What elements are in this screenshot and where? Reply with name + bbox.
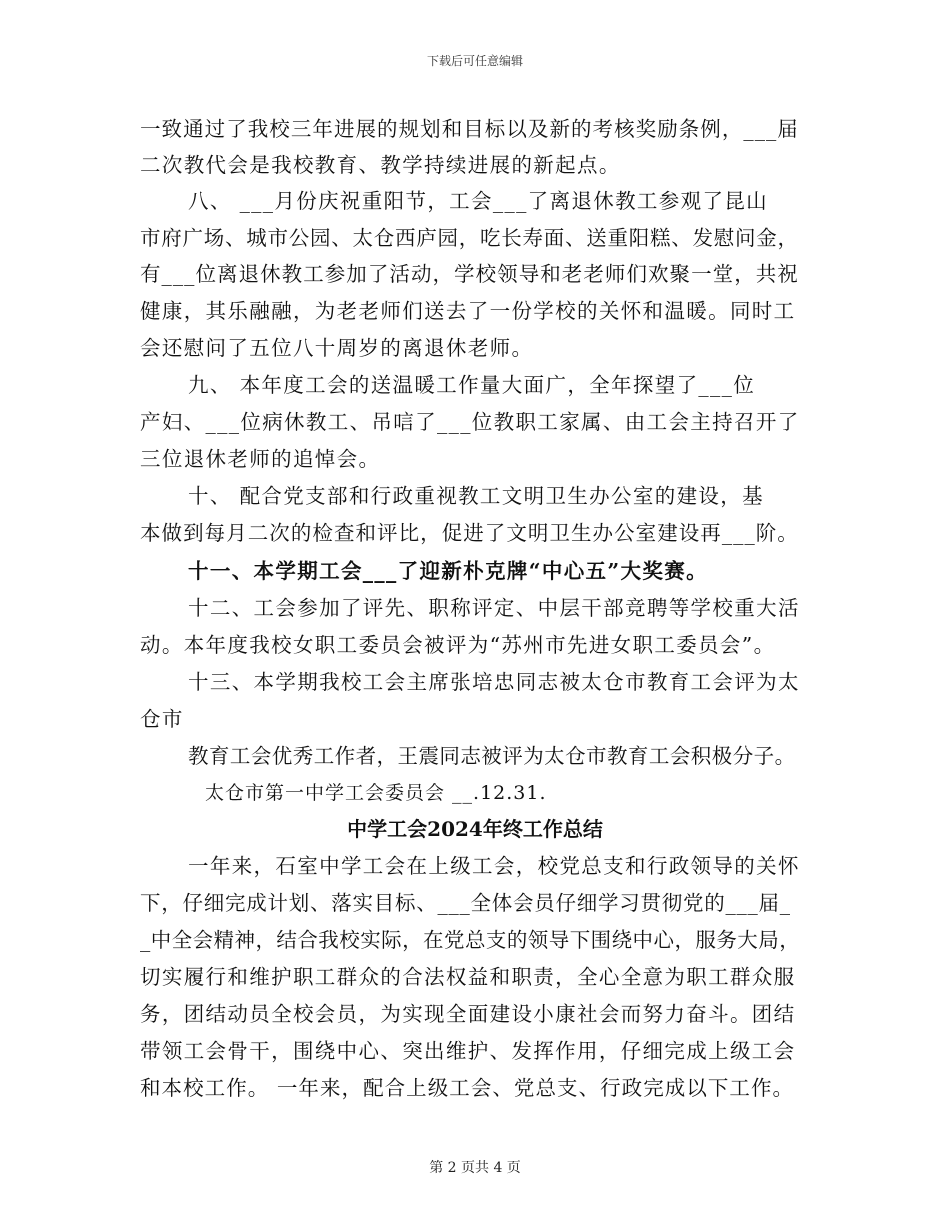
paragraph-line: 仓市 (140, 707, 184, 731)
paragraph-line: 一年来，石室中学工会在上级工会，校党总支和行政领导的关怀 (188, 854, 800, 878)
paragraph-line: 十、 配合党支部和行政重视教工文明卫生办公室的建设，基 (188, 484, 764, 508)
signature-line: 太仓市第一中学工会委员会 __.12.31. (205, 782, 547, 804)
paragraph-line: 三位退休老师的追悼会。 (140, 447, 381, 471)
paragraph-line: 八、 ___月份庆祝重阳节，工会___了离退休教工参观了昆山 (188, 189, 769, 213)
paragraph-line: 一致通过了我校三年进展的规划和目标以及新的考核奖励条例，___届 (140, 117, 799, 141)
paragraph-line: 教育工会优秀工作者，王震同志被评为太仓市教育工会积极分子。 (188, 744, 796, 768)
paragraph-line: 带领工会骨干，围绕中心、突出维护、发挥作用，仔细完成上级工会 (140, 1039, 796, 1063)
paragraph-line: 十三、本学期我校工会主席张培忠同志被太仓市教育工会评为太 (188, 670, 800, 694)
page-header: 下载后可任意编辑 (426, 54, 523, 68)
paragraph-line: 市府广场、城市公园、太仓西庐园，吃长寿面、送重阳糕、发慰问金， (140, 226, 799, 250)
paragraph-line: 务，团结动员全校会员，为实现全面建设小康社会而努力奋斗。团结 (140, 1002, 796, 1026)
paragraph-line: 有___位离退休教工参加了活动，学校领导和老老师们欢聚一堂，共祝 (140, 262, 799, 286)
paragraph-line: 九、 本年度工会的送温暖工作量大面广，全年探望了___位 (188, 373, 756, 397)
paragraph-line: 会还慰问了五位八十周岁的离退休老师。 (140, 336, 534, 360)
paragraph-line: 和本校工作。 一年来，配合上级工会、党总支、行政完成以下工作。 (140, 1076, 795, 1100)
section-title: 中学工会2024年终工作总结 (347, 817, 603, 841)
paragraph-line: 十二、工会参加了评先、职称评定、中层干部竞聘等学校重大活 (188, 596, 800, 620)
paragraph-line: 切实履行和维护职工群众的合法权益和职责，全心全意为职工群众服 (140, 965, 796, 989)
paragraph-line: 二次教代会是我校教育、教学持续进展的新起点。 (140, 153, 621, 177)
paragraph-line-bold: 十一、本学期工会___了迎新朴克牌“中心五”大奖赛。 (188, 559, 708, 583)
page-footer: 第 2 页共 4 页 (429, 1160, 521, 1176)
paragraph-line: 下，仔细完成计划、落实目标、___全体会员仔细学习贯彻党的___届_ (140, 891, 791, 915)
paragraph-line: 产妇、___位病休教工、吊唁了___位教职工家属、由工会主持召开了 (140, 410, 800, 434)
paragraph-line: _中全会精神，结合我校实际，在党总支的领导下围绕中心，服务大局， (140, 928, 801, 952)
paragraph-line: 本做到每月二次的检查和评比，促进了文明卫生办公室建设再___阶。 (140, 521, 799, 545)
paragraph-line: 健康，其乐融融，为老老师们送去了一份学校的关怀和温暖。同时工 (140, 299, 796, 323)
paragraph-line: 动。本年度我校女职工委员会被评为“苏州市先进女职工委员会”。 (140, 633, 776, 657)
